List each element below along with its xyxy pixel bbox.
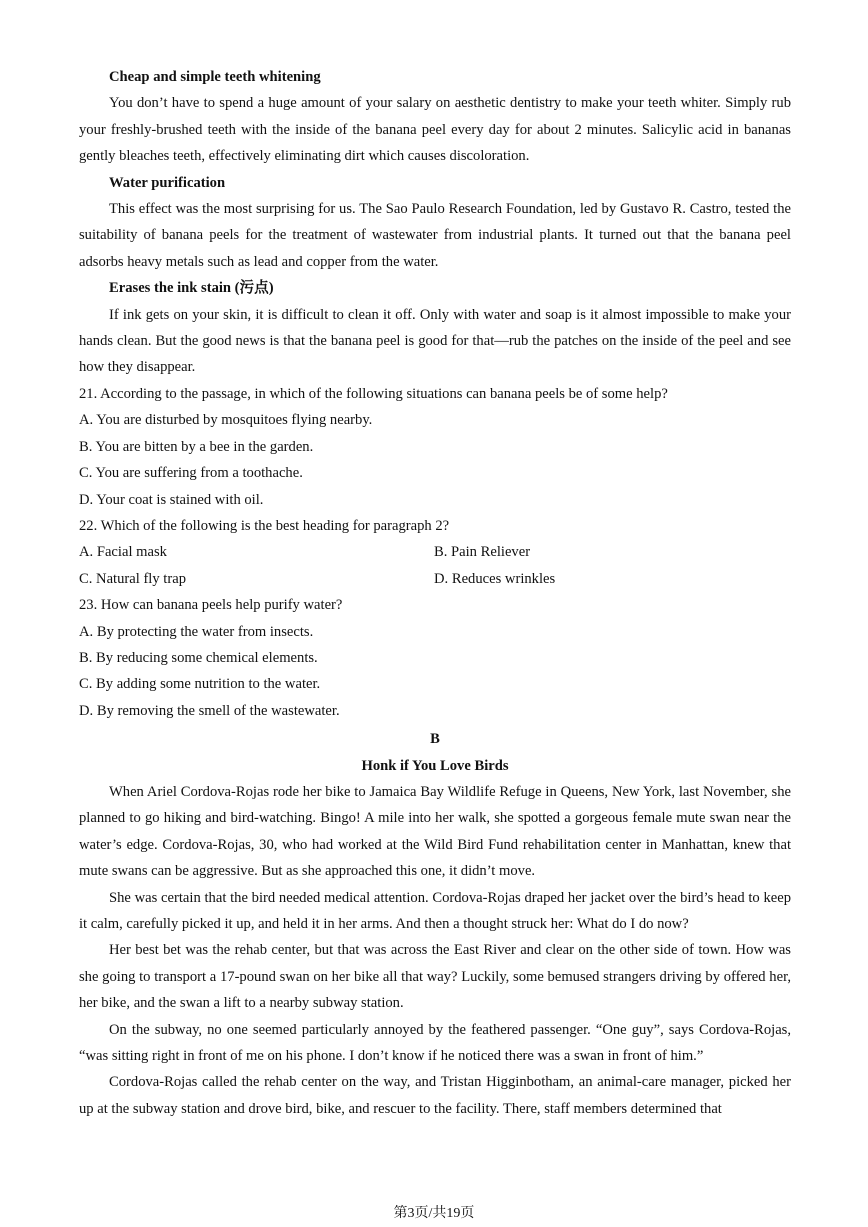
paragraph-water-purification: This effect was the most surprising for us. The Sao Paulo Research Foundation, led by Gustavo R. Castro, tested the suitability of banana peels for the treatment of wastewater from industrial plants. It turned out that the banana peel adsorbs heavy metals such as lead and copper from the water. (79, 201, 791, 270)
question-21-option-b: B. You are bitten by a bee in the garden. (79, 438, 314, 455)
page-number: 第3页/共19页 (393, 1206, 475, 1221)
question-21-option-a: A. You are disturbed by mosquitoes flying nearby. (79, 412, 373, 429)
question-23-option-a: A. By protecting the water from insects. (79, 623, 314, 640)
question-22-option-a: A. Facial mask (79, 544, 167, 561)
article-paragraph-5: Cordova-Rojas called the rehab center on the way, and Tristan Higginbotham, an animal-care manager, picked her up at the subway station and drove bird, bike, and rescuer to the facility. There, staff members determined that (79, 1074, 791, 1117)
question-22-options-row-1 (79, 539, 791, 565)
article-title: Honk if You Love Birds (361, 757, 509, 774)
paragraph-ink-stain: If ink gets on your skin, it is difficult to clean it off. Only with water and soap is it almost impossible to make your hands clean. But the good news is that the banana peel is good for that—rub the patches on the inside of the peel and see how they disappear. (79, 306, 791, 376)
article-paragraph-2: She was certain that the bird needed medical attention. Cordova-Rojas draped her jacket over the bird’s head to keep it calm, carefully picked it up, and held it in her arms. And then a thought struck her: What do I do now? (79, 889, 791, 932)
heading-teeth-whitening: Cheap and simple teeth whitening (109, 69, 321, 85)
article-paragraph-3: Her best bet was the rehab center, but that was across the East River and clear on the other side of town. How was she going to transport a 17-pound swan on her bike all that way? Luckily, some bemused strangers driving by offered her, her bike, and the swan a lift to a nearby subway station. (79, 942, 791, 1012)
question-23-option-b: B. By reducing some chemical elements. (79, 649, 318, 666)
question-22-options-row-2 (79, 566, 791, 592)
question-23-option-d: D. By removing the smell of the wastewater. (79, 702, 340, 719)
paragraph-teeth-whitening: You don’t have to spend a huge amount of your salary on aesthetic dentistry to make your teeth whiter. Simply rub your freshly-brushed teeth with the inside of the banana peel every day for about 2 minutes. Salicylic acid in bananas gently bleaches teeth, effectively eliminating dirt which causes discoloration. (79, 95, 791, 165)
heading-water-purification: Water purification (109, 174, 226, 191)
question-22-option-d: D. Reduces wrinkles (434, 570, 556, 587)
question-21-option-c: C. You are suffering from a toothache. (79, 465, 303, 482)
question-21-stem: 21. According to the passage, in which of the following situations can banana peels be of some help? (79, 385, 668, 402)
question-23-stem: 23. How can banana peels help purify water? (79, 597, 343, 614)
document-page (79, 64, 791, 1122)
article-paragraph-1: When Ariel Cordova-Rojas rode her bike to Jamaica Bay Wildlife Refuge in Queens, New York, last November, she planned to go hiking and bird-watching. Bingo! A mile into her walk, she spotted a gorgeous female mute swan near the water’s edge. Cordova-Rojas, 30, who had worked at the Wild Bird Fund rehabilitation center in Manhattan, knew that mute swans can be aggressive. But as she approached this one, it didn’t move. (79, 783, 791, 880)
article-paragraph-4: On the subway, no one seemed particularly annoyed by the feathered passenger. “One guy”, says Cordova-Rojas, “was sitting right in front of me on his phone. I don’t know if he noticed there was a swan in front of him.” (79, 1021, 791, 1065)
heading-ink-stain: Erases the ink stain (污点) (109, 280, 274, 297)
question-22-stem: 22. Which of the following is the best heading for paragraph 2? (79, 517, 450, 534)
question-23-option-c: C. By adding some nutrition to the water. (79, 676, 321, 693)
question-21-option-d: D. Your coat is stained with oil. (79, 491, 264, 508)
question-22-option-c: C. Natural fly trap (79, 570, 186, 587)
question-22-option-b: B. Pain Reliever (434, 544, 531, 561)
section-letter: B (430, 731, 440, 748)
